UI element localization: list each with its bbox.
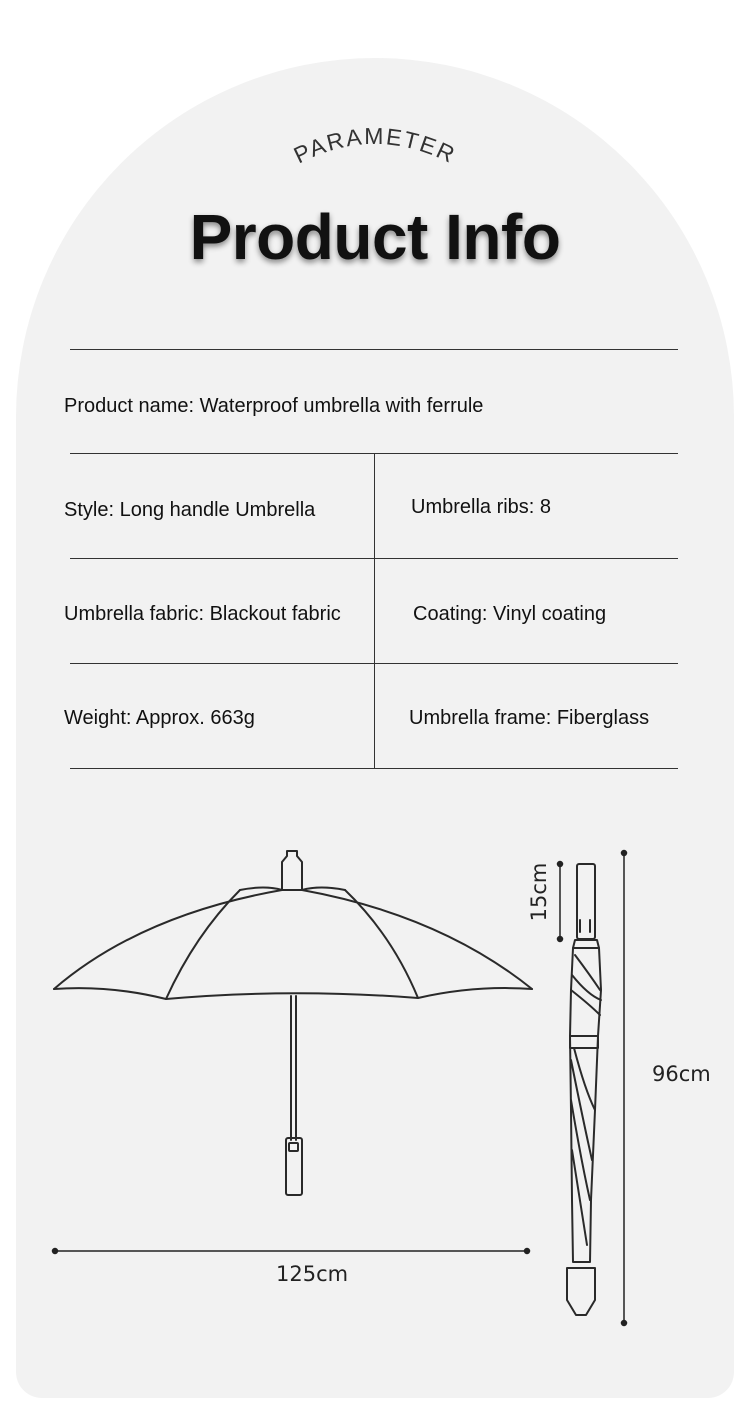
spec-weight: Weight: Approx. 663g bbox=[64, 707, 255, 729]
umbrella-tip-icon bbox=[282, 851, 302, 890]
ferrule-icon bbox=[567, 1268, 595, 1315]
spec-style: Style: Long handle Umbrella bbox=[64, 499, 316, 521]
handle-length-label: 15cm bbox=[527, 862, 551, 922]
spec-fabric: Umbrella fabric: Blackout fabric bbox=[64, 603, 341, 625]
total-length-label: 96cm bbox=[652, 1062, 711, 1086]
umbrella-shaft-icon bbox=[291, 996, 296, 1140]
width-label: 125cm bbox=[276, 1262, 349, 1286]
spec-product-name: Product name: Waterproof umbrella with ferrule bbox=[64, 395, 484, 417]
spec-coating: Coating: Vinyl coating bbox=[413, 603, 607, 625]
umbrella-canopy-icon bbox=[54, 890, 532, 989]
page-title: Product Info bbox=[189, 201, 561, 273]
closed-umbrella-body-icon bbox=[570, 948, 601, 1262]
subtitle-text: PARAMETER bbox=[289, 122, 461, 169]
spec-ribs: Umbrella ribs: 8 bbox=[411, 496, 552, 518]
spec-frame: Umbrella frame: Fiberglass bbox=[409, 707, 650, 729]
